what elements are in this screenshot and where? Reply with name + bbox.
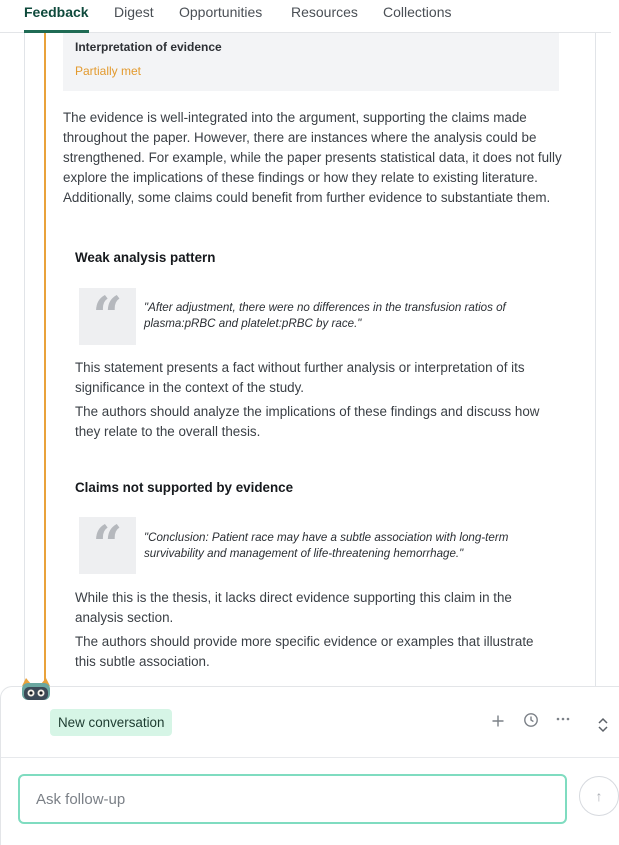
tab-digest[interactable]: Digest <box>114 4 154 20</box>
quote-mark-icon: “ <box>79 288 136 345</box>
more-icon[interactable] <box>553 709 573 729</box>
criterion-status: Partially met <box>75 64 142 78</box>
plus-icon[interactable] <box>488 711 508 731</box>
chat-panel <box>0 686 619 845</box>
quote-mark-icon: “ <box>79 517 136 574</box>
top-tab-bar <box>0 0 611 33</box>
criterion-title: Interpretation of evidence <box>75 40 222 54</box>
criterion-header <box>63 33 559 91</box>
tab-opportunities[interactable]: Opportunities <box>179 4 263 20</box>
history-icon[interactable] <box>521 710 541 730</box>
tab-feedback[interactable]: Feedback <box>24 4 89 32</box>
issue-quote: "After adjustment, there were no differences in the transfusion ratios of plasma:pRBC and platelet:pRBC by race." <box>144 301 506 330</box>
issue-explanation: While this is the thesis, it lacks direct evidence supporting this claim in the analysis section. <box>75 590 512 625</box>
mascot-icon <box>20 678 52 700</box>
criterion-status-rail <box>44 33 46 690</box>
send-arrow-icon[interactable]: ↑ <box>579 776 619 816</box>
follow-up-input[interactable] <box>18 774 567 824</box>
issue-title: Weak analysis pattern <box>75 250 216 265</box>
tab-resources[interactable]: Resources <box>291 4 358 20</box>
criterion-summary: The evidence is well-integrated into the argument, supporting the claims made throughout the paper. However, there are instances where the analysis could be strengthened. For example, while the paper presents statistical data, it does not fully explore the implications of these findings or how they relate to existing literature. Additionally, some claims could benefit from further evidence to substantiate them. <box>63 110 562 205</box>
issue-suggestion: The authors should analyze the implications of these findings and discuss how they relate to the overall thesis. <box>75 404 540 439</box>
chat-divider <box>1 757 619 758</box>
tab-collections[interactable]: Collections <box>383 4 452 20</box>
issue-quote: "Conclusion: Patient race may have a subtle association with long-term survivability and management of life-threatening hemorrhage." <box>144 531 509 560</box>
issue-suggestion: The authors should provide more specific evidence or examples that illustrate this subtle association. <box>75 634 534 669</box>
issue-title: Claims not supported by evidence <box>75 480 294 495</box>
issue-explanation: This statement presents a fact without further analysis or interpretation of its significance in the context of the study. <box>75 360 525 395</box>
new-conversation-chip[interactable]: New conversation <box>50 709 172 736</box>
expand-collapse-icon[interactable] <box>593 715 613 735</box>
